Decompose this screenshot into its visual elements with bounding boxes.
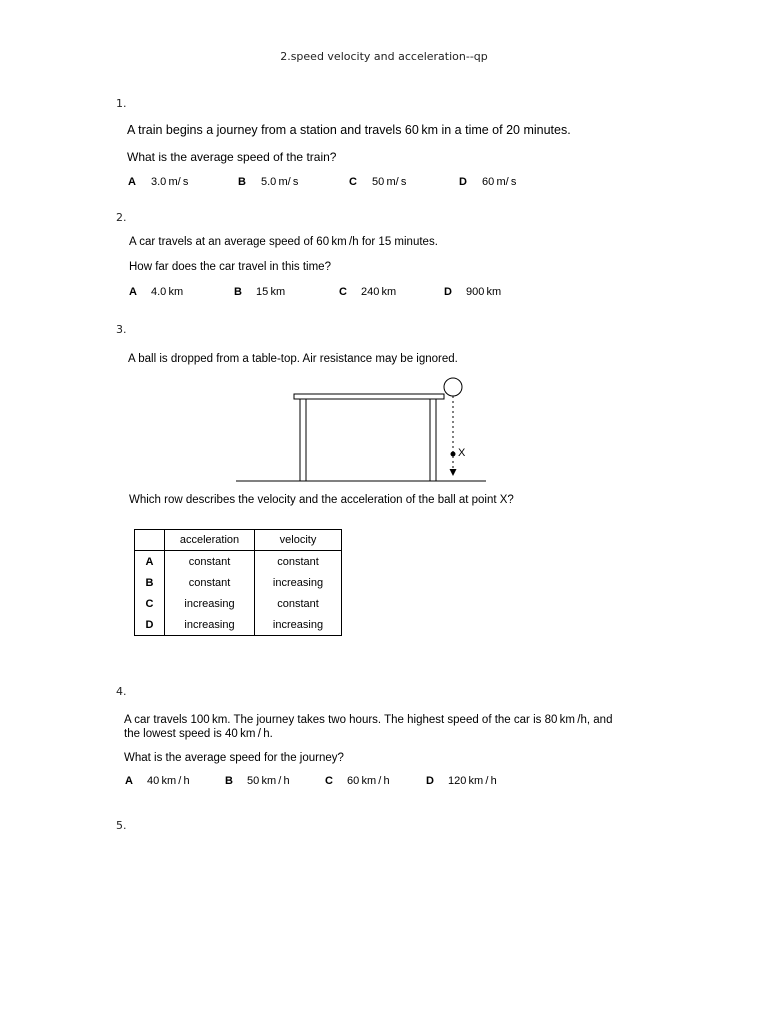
row-letter: C xyxy=(135,593,165,614)
option-letter: B xyxy=(234,286,242,298)
option-letter: C xyxy=(349,176,357,188)
row-letter: A xyxy=(135,551,165,573)
option-value: 4.0 km xyxy=(151,286,184,298)
table-row xyxy=(135,551,341,573)
row-velocity: increasing xyxy=(272,618,324,631)
row-letter: D xyxy=(135,614,165,635)
table-ball-diagram xyxy=(230,372,490,484)
header-cell: velocity xyxy=(255,530,342,551)
option-letter: A xyxy=(129,286,137,298)
option-value: 240 km xyxy=(361,286,397,298)
option-value: 60 km / h xyxy=(347,775,390,787)
option-letter: A xyxy=(125,775,133,787)
option-letter: A xyxy=(128,176,136,188)
question-2-stem: A car travels at an average speed of 60 km /h for 15 minutes. xyxy=(129,236,438,248)
answer-table-header xyxy=(135,530,341,551)
point-x-label: X xyxy=(458,447,466,459)
table-row xyxy=(135,572,341,593)
header-cell xyxy=(135,530,165,551)
option-letter: B xyxy=(225,775,233,787)
table-row xyxy=(135,593,341,614)
arrow-head xyxy=(450,469,457,476)
header-cell: acceleration xyxy=(165,530,255,551)
answer-table xyxy=(135,530,341,635)
table-leg-left xyxy=(300,399,306,481)
option-value: 120 km / h xyxy=(448,775,497,787)
row-velocity: constant xyxy=(277,597,319,610)
row-letter: B xyxy=(135,572,165,593)
question-4-stem-line-2: the lowest speed is 40 km / h. xyxy=(124,728,273,740)
ball xyxy=(444,378,462,396)
option-value: 15 km xyxy=(256,286,286,298)
question-4-stem-line-1: A car travels 100 km. The journey takes two hours. The highest speed of the car is 80 km /h, and xyxy=(124,714,613,726)
option-value: 5.0 m/ s xyxy=(261,176,299,188)
row-acceleration: increasing xyxy=(165,614,255,635)
table-top xyxy=(294,394,444,399)
option-value: 50 km / h xyxy=(247,775,290,787)
question-1-prompt: What is the average speed of the train? xyxy=(127,150,337,164)
question-1-stem: A train begins a journey from a station and travels 60 km in a time of 20 minutes. xyxy=(127,123,571,137)
row-velocity: increasing xyxy=(272,576,324,589)
option-value: 50 m/ s xyxy=(372,176,407,188)
page-title: 2.speed velocity and acceleration--qp xyxy=(280,50,488,63)
option-value: 40 km / h xyxy=(147,775,190,787)
question-2-number: 2. xyxy=(116,211,127,224)
question-4-number: 4. xyxy=(116,685,127,698)
row-acceleration: constant xyxy=(165,551,255,573)
table-row xyxy=(135,614,341,635)
option-letter: D xyxy=(426,775,434,787)
point-x-marker xyxy=(451,452,456,457)
question-3-stem: A ball is dropped from a table-top. Air resistance may be ignored. xyxy=(128,353,458,365)
table-leg-right xyxy=(430,399,436,481)
option-letter: C xyxy=(339,286,347,298)
question-3-prompt: Which row describes the velocity and the acceleration of the ball at point X? xyxy=(129,494,514,506)
row-acceleration: constant xyxy=(165,572,255,593)
question-1-number: 1. xyxy=(116,97,127,110)
row-acceleration: increasing xyxy=(165,593,255,614)
option-letter: D xyxy=(444,286,452,298)
option-value: 3.0 m/ s xyxy=(151,176,189,188)
question-4-prompt: What is the average speed for the journey? xyxy=(124,752,344,764)
option-value: 60 m/ s xyxy=(482,176,517,188)
option-letter: B xyxy=(238,176,246,188)
question-3-number: 3. xyxy=(116,323,127,336)
row-velocity: constant xyxy=(277,555,319,568)
question-2-prompt: How far does the car travel in this time? xyxy=(129,261,331,273)
question-5-number: 5. xyxy=(116,819,127,832)
option-value: 900 km xyxy=(466,286,502,298)
option-letter: C xyxy=(325,775,333,787)
option-letter: D xyxy=(459,176,467,188)
